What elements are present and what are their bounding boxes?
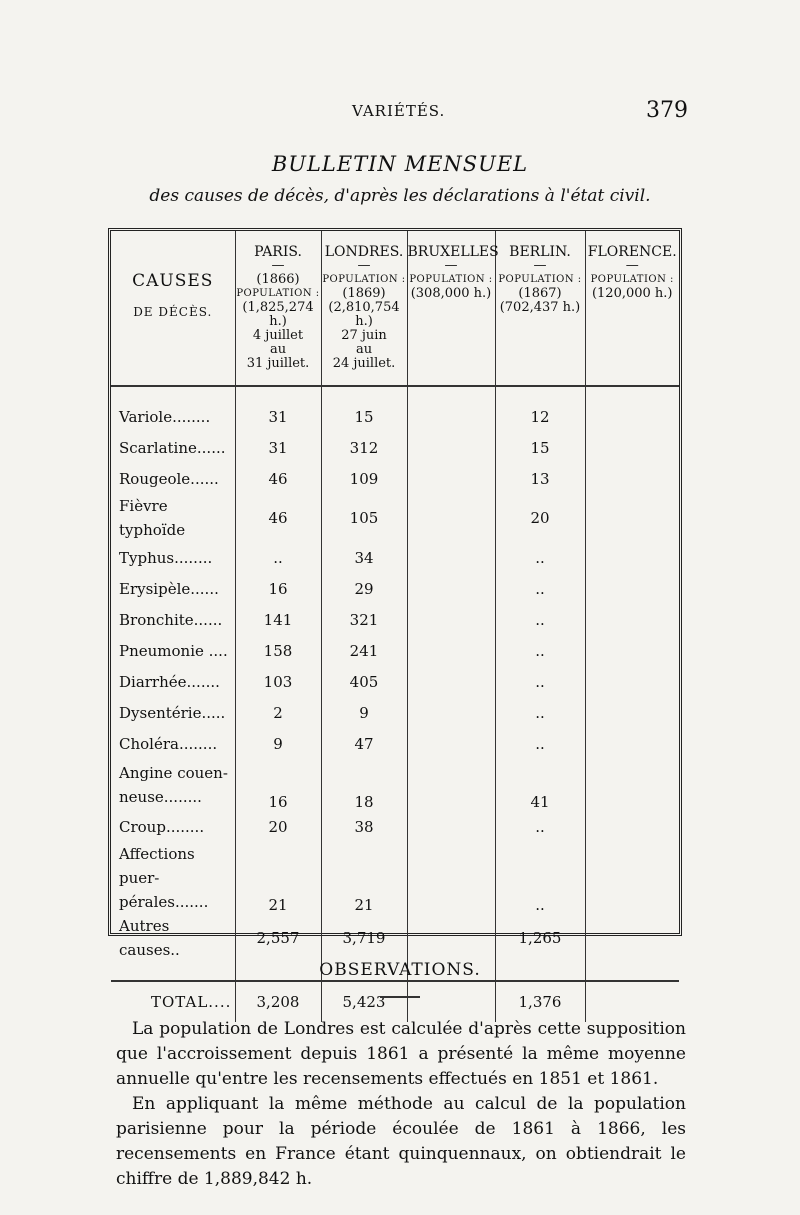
value-cell: 18	[321, 759, 407, 811]
value-cell: ..	[495, 842, 585, 914]
cause-cell: Croup........	[119, 817, 205, 836]
value-cell: 34	[321, 542, 407, 573]
value-cell: ..	[495, 811, 585, 842]
city-name: FLORENCE.	[587, 244, 677, 260]
total-row	[111, 981, 679, 1022]
value-cell	[407, 604, 495, 635]
value-cell	[585, 386, 679, 432]
total-value-cell	[407, 981, 495, 1022]
value-cell: 20	[235, 811, 321, 842]
value-cell	[585, 759, 679, 811]
header-dash: —	[444, 258, 458, 273]
value-cell	[407, 432, 495, 463]
header-line: (1866)	[256, 272, 300, 287]
city-column-header	[407, 231, 499, 386]
value-cell	[585, 542, 679, 573]
header-dash: —	[533, 258, 547, 273]
cause-cell: Angine couen- neuse........	[119, 764, 228, 806]
value-cell: 31	[235, 386, 321, 432]
causes-header-line1: CAUSES	[132, 271, 214, 291]
observations-title: OBSERVATIONS.	[319, 960, 481, 980]
table-row	[111, 635, 679, 666]
value-cell: 12	[495, 386, 585, 432]
mortality-table	[111, 231, 679, 1022]
value-cell: 41	[495, 759, 585, 811]
page-header	[0, 98, 800, 128]
value-cell: 405	[321, 666, 407, 697]
city-column-header	[235, 231, 321, 386]
value-cell: 3,719	[321, 914, 407, 962]
header-dash: —	[357, 258, 371, 273]
value-cell	[407, 914, 495, 962]
cause-cell: Affections puer- pérales.......	[119, 845, 209, 911]
value-cell: 9	[321, 697, 407, 728]
header-line: (1867)	[518, 286, 562, 301]
header-line: POPULATION :	[409, 274, 493, 285]
header-line: 24 juillet.	[332, 356, 396, 371]
table-row	[111, 386, 679, 432]
header-line: (308,000 h.)	[410, 286, 492, 301]
cause-cell: Diarrhée.......	[119, 672, 220, 691]
cause-cell: Rougeole......	[119, 469, 219, 488]
value-cell	[407, 573, 495, 604]
causes-column-header	[111, 231, 235, 386]
value-cell: ..	[495, 573, 585, 604]
header-line: (1869)	[342, 286, 386, 301]
observations-paragraph: En appliquant la même méthode au calcul de la population parisienne pour la période écoulée de 1861 à 1866, les recensements en France étant quinquennaux, on obtiendrait le chiffre de 1,889,842 h.	[116, 1094, 686, 1189]
observations-paragraph: La population de Londres est calculée d'après cette supposition que l'accroissement depuis 1861 a présenté la même moyenne annuelle qu'entre les recensements effectués en 1851 et 1861.	[116, 1019, 686, 1089]
value-cell	[585, 914, 679, 962]
city-name: BRUXELLES	[407, 244, 499, 260]
value-cell: 46	[235, 463, 321, 494]
value-cell: 16	[235, 573, 321, 604]
page-title: BULLETIN MENSUEL	[271, 152, 529, 176]
header-line: POPULATION :	[322, 274, 406, 285]
value-cell: 103	[235, 666, 321, 697]
header-line: POPULATION :	[236, 288, 320, 299]
value-cell: ..	[495, 635, 585, 666]
header-dash: —	[625, 258, 639, 273]
total-value-cell	[585, 981, 679, 1022]
total-value-cell: 5,423	[321, 981, 407, 1022]
value-cell: 20	[495, 494, 585, 542]
header-line: (702,437 h.)	[499, 300, 581, 315]
cause-cell: Typhus........	[119, 548, 213, 567]
header-line: au	[269, 342, 287, 357]
cause-cell: Choléra........	[119, 734, 218, 753]
value-cell	[585, 728, 679, 759]
cause-cell: Erysipèle......	[119, 579, 219, 598]
city-name: PARIS.	[254, 244, 302, 260]
value-cell: 9	[235, 728, 321, 759]
value-cell: 158	[235, 635, 321, 666]
header-line: POPULATION :	[590, 274, 674, 285]
total-value-cell: 1,376	[495, 981, 585, 1022]
value-cell	[407, 463, 495, 494]
value-cell	[585, 604, 679, 635]
value-cell: 2	[235, 697, 321, 728]
city-name: BERLIN.	[509, 244, 571, 260]
header-line: (120,000 h.)	[591, 286, 673, 301]
value-cell	[585, 635, 679, 666]
table-row	[111, 914, 679, 962]
value-cell: 21	[321, 842, 407, 914]
value-cell: 105	[321, 494, 407, 542]
value-cell	[585, 463, 679, 494]
value-cell	[585, 697, 679, 728]
table-row	[111, 463, 679, 494]
value-cell: 1,265	[495, 914, 585, 962]
value-cell: 29	[321, 573, 407, 604]
table-row	[111, 666, 679, 697]
value-cell	[407, 697, 495, 728]
value-cell: 21	[235, 842, 321, 914]
header-dash: —	[271, 258, 285, 273]
value-cell: ..	[495, 666, 585, 697]
total-value-cell: 3,208	[235, 981, 321, 1022]
observations-text	[116, 1017, 686, 1192]
value-cell	[585, 666, 679, 697]
value-cell	[407, 759, 495, 811]
page-number: 379	[646, 98, 688, 123]
value-cell: 141	[235, 604, 321, 635]
value-cell	[407, 542, 495, 573]
value-cell: 15	[321, 386, 407, 432]
value-cell: 109	[321, 463, 407, 494]
city-column-header	[495, 231, 585, 386]
header-line: 4 juillet	[252, 328, 304, 343]
table-header-row	[111, 231, 679, 386]
table-row	[111, 728, 679, 759]
table-row	[111, 811, 679, 842]
header-line: au	[355, 342, 373, 357]
city-column-header	[321, 231, 407, 386]
header-line: 27 juin	[341, 328, 387, 343]
value-cell	[585, 811, 679, 842]
cause-cell: Dysentérie.....	[119, 703, 226, 722]
value-cell	[407, 728, 495, 759]
value-cell: 13	[495, 463, 585, 494]
value-cell: 312	[321, 432, 407, 463]
cause-cell: Fièvre typhoïde	[119, 497, 186, 539]
value-cell	[407, 666, 495, 697]
table-row	[111, 604, 679, 635]
city-name: LONDRES.	[324, 244, 404, 260]
cause-cell: Bronchite......	[119, 610, 223, 629]
table-row	[111, 573, 679, 604]
value-cell: 38	[321, 811, 407, 842]
value-cell	[585, 432, 679, 463]
value-cell	[407, 842, 495, 914]
cause-cell: Autres causes..	[119, 917, 180, 959]
running-head: VARIÉTÉS.	[352, 102, 446, 120]
value-cell	[407, 494, 495, 542]
value-cell: ..	[235, 542, 321, 573]
value-cell: 16	[235, 759, 321, 811]
value-cell: 2,557	[235, 914, 321, 962]
value-cell: 47	[321, 728, 407, 759]
value-cell	[407, 386, 495, 432]
table-row	[111, 842, 679, 914]
value-cell: 46	[235, 494, 321, 542]
value-cell: ..	[495, 542, 585, 573]
table-row	[111, 432, 679, 463]
value-cell: 241	[321, 635, 407, 666]
header-line: 31 juillet.	[246, 356, 310, 371]
value-cell	[407, 811, 495, 842]
value-cell: ..	[495, 697, 585, 728]
value-cell	[585, 842, 679, 914]
causes-header-line2: DE DÉCÈS.	[133, 305, 213, 319]
cause-cell: Variole........	[119, 407, 211, 426]
cause-cell: Pneumonie ....	[119, 641, 228, 660]
table-row	[111, 759, 679, 811]
total-label: TOTAL....	[151, 993, 232, 1011]
header-line: (1,825,274 h.)	[242, 300, 314, 329]
table-body	[111, 386, 679, 1022]
table-row	[111, 494, 679, 542]
value-cell: ..	[495, 728, 585, 759]
observations-divider	[380, 996, 420, 998]
table-row	[111, 697, 679, 728]
value-cell: 31	[235, 432, 321, 463]
header-line: (2,810,754 h.)	[328, 300, 400, 329]
value-cell: ..	[495, 604, 585, 635]
value-cell	[585, 494, 679, 542]
city-column-header	[585, 231, 679, 386]
page-subtitle: des causes de décès, d'après les déclarations à l'état civil.	[149, 186, 651, 206]
value-cell	[407, 635, 495, 666]
value-cell: 321	[321, 604, 407, 635]
value-cell	[585, 573, 679, 604]
table-row	[111, 542, 679, 573]
header-line: POPULATION :	[498, 274, 582, 285]
cause-cell: Scarlatine......	[119, 438, 226, 457]
value-cell: 15	[495, 432, 585, 463]
